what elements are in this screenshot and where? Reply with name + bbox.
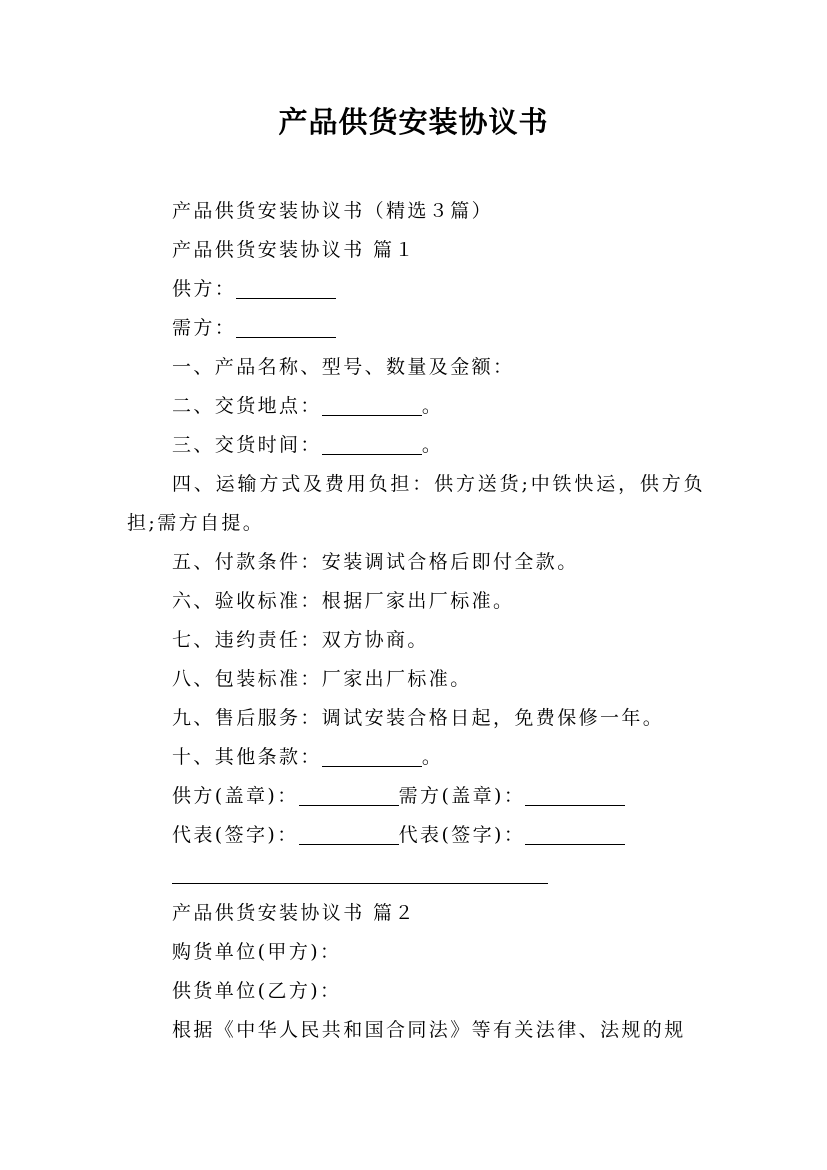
blank-field [299, 826, 399, 845]
supplier-seal-label: 供方(盖章)： [172, 785, 299, 807]
clause-10 [127, 738, 705, 777]
document-title: 产品供货安装协议书 [278, 105, 549, 139]
clause-3 [127, 426, 705, 465]
clause-3-end: 。 [421, 434, 444, 456]
clause-2-end: 。 [421, 395, 444, 417]
clause-5: 五、付款条件：安装调试合格后即付全款。 [172, 551, 579, 573]
blank-field [236, 280, 336, 299]
clause-10-label: 十、其他条款： [172, 746, 322, 768]
clause-8: 八、包装标准：厂家出厂标准。 [172, 668, 472, 690]
blank-field [460, 865, 504, 884]
blank-field [316, 865, 360, 884]
blank-field [299, 787, 399, 806]
vendor-line: 供货单位(乙方)： [172, 980, 342, 1002]
blank-field [322, 436, 422, 455]
clause-9: 九、售后服务：调试安装合格日起，免费保修一年。 [172, 707, 665, 729]
signature-line [127, 816, 705, 855]
blank-field [322, 397, 422, 416]
buyer-rep-label: 代表(签字)： [398, 824, 526, 846]
clause-3-label: 三、交货时间： [172, 434, 322, 456]
clause-2-label: 二、交货地点： [172, 395, 322, 417]
heading-part-1: 产品供货安装协议书 篇１ [172, 239, 416, 261]
blank-field [236, 319, 336, 338]
document-body [127, 192, 705, 1050]
clause-7: 七、违约责任：双方协商。 [172, 629, 429, 651]
buyer-label: 需方： [172, 317, 237, 339]
heading-selected: 产品供货安装协议书（精选３篇） [172, 200, 494, 222]
clause-4: 四、运输方式及费用负担：供方送货;中铁快运，供方负担;需方自提。 [127, 473, 705, 534]
supplier-rep-label: 代表(签字)： [172, 824, 299, 846]
clause-1: 一、产品名称、型号、数量及金额： [172, 356, 515, 378]
date-line [127, 855, 705, 894]
blank-field [360, 865, 460, 884]
blank-field [504, 865, 548, 884]
blank-field [525, 826, 625, 845]
supplier-label: 供方： [172, 278, 237, 300]
buyer-line [127, 309, 705, 348]
purchaser-line: 购货单位(甲方)： [172, 941, 342, 963]
clause-10-end: 。 [421, 746, 444, 768]
clause-6: 六、验收标准：根据厂家出厂标准。 [172, 590, 515, 612]
supplier-line [127, 270, 705, 309]
blank-field [272, 865, 316, 884]
buyer-seal-label: 需方(盖章)： [398, 785, 526, 807]
heading-part-2: 产品供货安装协议书 篇２ [172, 902, 416, 924]
legal-basis-line: 根据《中华人民共和国合同法》等有关法律、法规的规 [172, 1019, 686, 1041]
blank-field [172, 865, 272, 884]
blank-field [322, 748, 422, 767]
blank-field [525, 787, 625, 806]
seal-line [127, 777, 705, 816]
clause-2 [127, 387, 705, 426]
